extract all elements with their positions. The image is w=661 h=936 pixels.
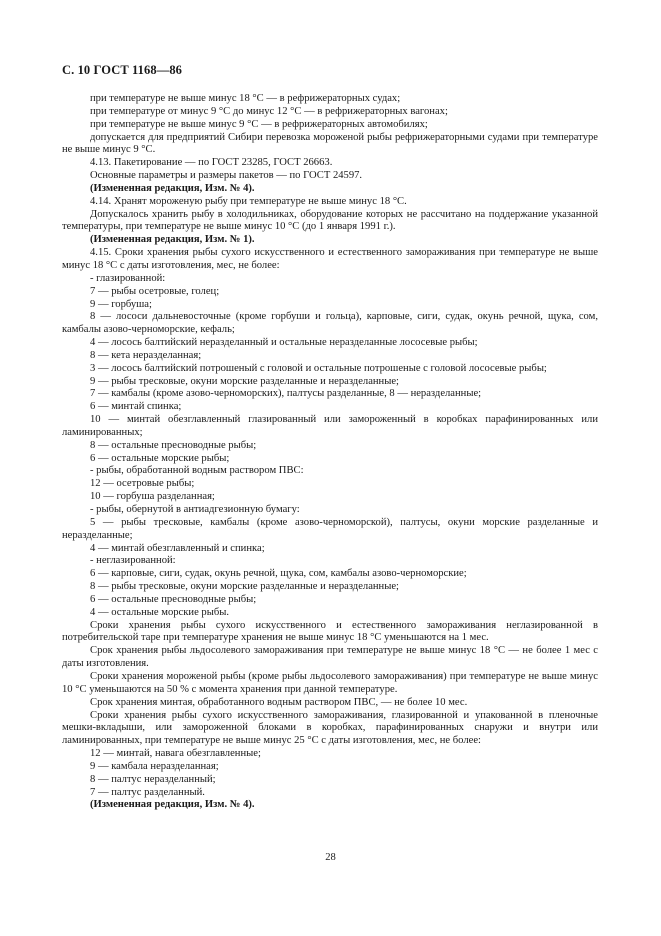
paragraph: 8 — остальные пресноводные рыбы; (90, 439, 257, 451)
paragraph: Срок хранения рыбы льдосолевого замораживания при температуре не выше минус 18 °С — не более 1 мес с даты изготовления. (62, 645, 598, 670)
paragraph: допускается для предприятий Сибири перевозка мороженой рыбы рефрижераторными судами при температуре не выше минус 9 °С. (62, 131, 598, 156)
paragraph: - неглазированной: (90, 555, 176, 567)
paragraph: 4 — минтай обезглавленный и спинка; (90, 542, 265, 554)
document-body (62, 93, 598, 812)
paragraph: 4 — остальные морские рыбы. (90, 606, 229, 618)
paragraph: 8 — рыбы тресковые, окуни морские разделанные и неразделанные; (90, 581, 399, 593)
paragraph: 9 — рыбы тресковые, окуни морские разделанные и неразделанные; (90, 375, 399, 387)
paragraph: при температуре не выше минус 18 °С — в рефрижераторных судах; (90, 93, 401, 104)
paragraph: 7 — камбалы (кроме азово-черноморских), палтусы разделанные, 8 — неразделанные; (90, 388, 482, 400)
paragraph: 8 — палтус неразделанный; (90, 773, 216, 785)
paragraph: Сроки хранения рыбы сухого искусственного и естественного замораживания неглазированной в потребительской таре при температуре хранения не выше минус 18 °С уменьшаются на 1 мес. (62, 619, 598, 644)
paragraph: 9 — горбуша; (90, 298, 152, 310)
amendment-note: (Измененная редакция, Изм. № 4). (90, 799, 255, 811)
paragraph: 9 — камбала неразделанная; (90, 760, 219, 772)
paragraph: при температуре не выше минус 9 °С — в рефрижераторных автомобилях; (90, 118, 428, 130)
paragraph: 3 — лосось балтийский потрошеный с головой и остальные потрошеные с головой лососевые рыбы; (90, 362, 547, 374)
paragraph: 12 — минтай, навага обезглавленные; (90, 748, 261, 760)
paragraph: 7 — палтус разделанный. (90, 786, 205, 798)
paragraph: 6 — остальные морские рыбы; (90, 452, 230, 464)
paragraph: 4 — лосось балтийский неразделанный и остальные неразделанные лососевые рыбы; (90, 337, 478, 349)
paragraph: Основные параметры и размеры пакетов — по ГОСТ 24597. (90, 170, 363, 182)
paragraph: 10 — минтай обезглавленный глазированный или замороженный в коробках парафинированных или ламинированных; (62, 414, 598, 438)
paragraph: - глазированной: (90, 272, 166, 284)
paragraph: 8 — лососи дальневосточные (кроме горбуши и гольца), карповые, сиги, судак, окунь речной, щука, сом, камбалы азово-черноморские, кефаль; (62, 311, 598, 336)
page-number: 28 (325, 852, 336, 863)
paragraph: 6 — карповые, сиги, судак, окунь речной, щука, сом, камбалы азово-черноморские; (90, 568, 467, 580)
paragraph: 8 — кета неразделанная; (90, 349, 202, 361)
paragraph: 4.13. Пакетирование — по ГОСТ 23285, ГОСТ 26663. (90, 157, 333, 169)
page-header: С. 10 ГОСТ 1168—86 (62, 63, 183, 77)
paragraph: Срок хранения минтая, обработанного водным раствором ПВС, — не более 10 мес. (90, 696, 468, 708)
paragraph: 4.15. Сроки хранения рыбы сухого искусственного и естественного замораживания при температуре не выше минус 18 °С с даты изготовления, мес, не более: (62, 247, 598, 271)
paragraph: 5 — рыбы тресковые, камбалы (кроме азово-черноморской), палтусы, окуни морские разделанные и неразделанные; (62, 516, 598, 541)
paragraph: 7 — рыбы осетровые, голец; (90, 285, 220, 297)
paragraph: 4.14. Хранят мороженую рыбу при температуре не выше минус 18 °С. (90, 195, 407, 207)
paragraph: Сроки хранения рыбы сухого искусственного замораживания, глазированной и упакованной в пленочные мешки-вкладыши, или замороженной блоками в коробках, парафинированных снаружи и внутри или ламинированных, при температуре не выше минус 25 °С с даты изготовления, мес, не более: (62, 709, 598, 747)
amendment-note: (Измененная редакция, Изм. № 4). (90, 182, 255, 194)
paragraph: 6 — минтай спинка; (90, 401, 182, 413)
paragraph: 6 — остальные пресноводные рыбы; (90, 593, 257, 605)
paragraph: 12 — осетровые рыбы; (90, 478, 195, 490)
amendment-note: (Измененная редакция, Изм. № 1). (90, 234, 255, 246)
paragraph: 10 — горбуша разделанная; (90, 491, 215, 503)
paragraph: Сроки хранения мороженой рыбы (кроме рыбы льдосолевого замораживания) при температуре не выше минус 10 °С уменьшаются на 50 % с момента хранения при данной температуре. (62, 670, 598, 695)
paragraph: при температуре от минус 9 °С до минус 12 °С — в рефрижераторных вагонах; (90, 105, 448, 117)
paragraph: Допускалось хранить рыбу в холодильниках, оборудование которых не рассчитано на поддержание указанной температуры, при температуре не выше минус 10 °С (до 1 января 1991 г.). (62, 208, 598, 233)
paragraph: - рыбы, обернутой в антиадгезионную бумагу: (90, 504, 300, 515)
paragraph: - рыбы, обработанной водным раствором ПВС: (90, 465, 304, 477)
